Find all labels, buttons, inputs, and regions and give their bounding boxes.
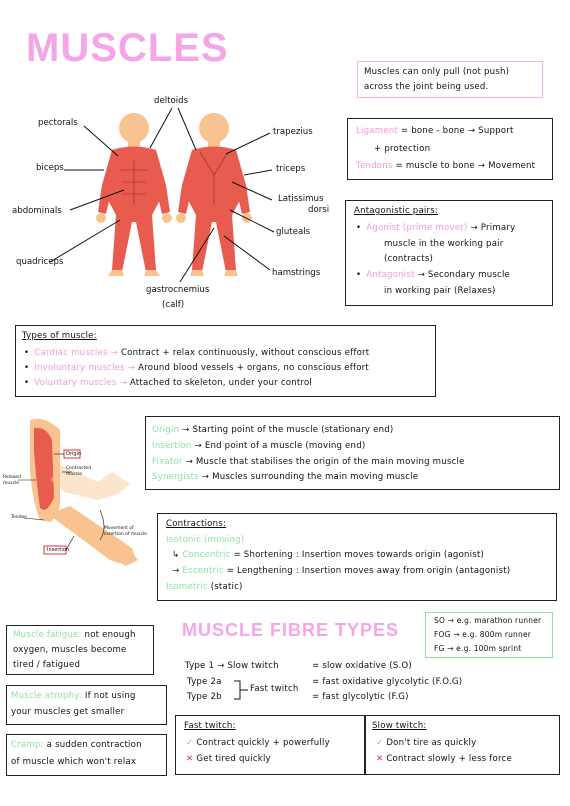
fibre-types-title: MUSCLE FIBRE TYPES: [182, 620, 400, 640]
twitch-divider: [364, 716, 366, 774]
arm-label-movement: Movement of insertion of muscle: [104, 526, 147, 537]
muscle-atrophy-box: [6, 685, 167, 725]
muscle-fatigue-box: [6, 625, 154, 675]
fatigue-definition: not enough: [84, 630, 136, 640]
pull-note-line1: Muscles can only pull (not push): [364, 67, 510, 77]
slow-twitch-pro: ✓ Don't tire as quickly: [376, 738, 477, 748]
contractions-heading: Contractions:: [166, 519, 227, 529]
agonist-definition: → Primary: [470, 223, 516, 233]
label-latissimus: Latissimus: [278, 194, 324, 204]
fast-twitch-label: Fast twitch: [250, 684, 299, 694]
cramp-definition-2: of muscle which won't relax: [11, 757, 137, 767]
fibre-bracket: [232, 677, 252, 703]
antagonist-term: Antagonist: [366, 270, 415, 280]
label-gastrocnemius: gastrocnemius: [146, 285, 210, 295]
insertion-row: Insertion → End point of a muscle (moving end): [152, 441, 366, 451]
atrophy-definition-2: your muscles get smaller: [11, 707, 125, 717]
slow-twitch-con: ✕ Contract slowly + less force: [376, 754, 512, 764]
type2b-definition: = fast glycolytic (F.G): [312, 692, 409, 702]
fatigue-definition-2: oxygen, muscles become: [13, 645, 127, 655]
page-title: MUSCLES: [26, 26, 229, 70]
label-trapezius: trapezius: [273, 127, 313, 137]
type2a-label: Type 2a: [187, 677, 222, 687]
antagonistic-pairs-box: [345, 200, 553, 306]
atrophy-term: Muscle atrophy:: [11, 691, 82, 701]
label-abdominals: abdominals: [12, 206, 62, 216]
antagonist-definition-2: in working pair (Relaxes): [384, 286, 496, 296]
atrophy-definition: If not using: [84, 691, 136, 701]
arm-label-insertion: Insertion: [47, 547, 69, 553]
back-figure: [176, 113, 252, 276]
arm-diagram: [0, 410, 150, 580]
antagonist-definition: → Secondary muscle: [417, 270, 511, 280]
example-fog: FOG → e.g. 800m runner: [434, 630, 532, 639]
pull-note-line2: across the joint being used.: [364, 82, 489, 92]
label-dorsi: dorsi: [308, 205, 330, 215]
contractions-box: [157, 513, 557, 601]
type2b-label: Type 2b: [187, 692, 222, 702]
agonist-term: Agonist (prime mover): [366, 223, 468, 233]
type1-definition: = slow oxidative (S.O): [312, 661, 412, 671]
fast-twitch-heading: Fast twitch:: [184, 721, 236, 731]
label-gluteals: gluteals: [276, 227, 311, 237]
label-triceps: triceps: [276, 164, 306, 174]
fibre-examples-box: [425, 612, 553, 658]
tendons-term: Tendons: [356, 161, 393, 171]
slow-twitch-heading: Slow twitch:: [372, 721, 427, 731]
label-pectorals: pectorals: [38, 118, 78, 128]
agonist-definition-2: muscle in the working pair: [384, 239, 504, 249]
ligament-term: Ligament: [356, 126, 398, 136]
fast-twitch-con: ✕ Get tired quickly: [186, 754, 271, 764]
cross-icon: ✕: [186, 754, 194, 764]
twitch-comparison-box: [175, 715, 560, 775]
arm-label-origin: Origin: [66, 451, 82, 457]
isometric-row: Isometric (static): [166, 582, 243, 592]
ligament-tendon-box: [347, 118, 553, 180]
fixator-row: Fixator → Muscle that stabilises the origin of the main moving muscle: [152, 457, 465, 467]
label-deltoids: deltoids: [154, 96, 189, 106]
arm-label-tendon: Tendon: [11, 515, 28, 520]
origin-insertion-box: [145, 416, 560, 490]
isotonic-label: Isotonic (moving): [166, 535, 245, 545]
label-hamstrings: hamstrings: [272, 268, 321, 278]
fatigue-term: Muscle fatigue:: [13, 630, 82, 640]
eccentric-row: → Eccentric = Lengthening : Insertion moves away from origin (antagonist): [172, 566, 511, 576]
check-icon: ✓: [186, 738, 194, 748]
arm-label-relaxed: Relaxed muscle: [3, 475, 21, 486]
origin-row: Origin → Starting point of the muscle (stationary end): [152, 425, 394, 435]
types-item-involuntary: • Involuntary muscles → Around blood vessels + organs, no conscious effort: [24, 361, 369, 376]
type2a-definition: = fast oxidative glycolytic (F.O.G): [312, 677, 463, 687]
synergists-row: Synergists → Muscles surrounding the main moving muscle: [152, 472, 419, 482]
cramp-definition: a sudden contraction: [46, 740, 142, 750]
antagonistic-heading: Antagonistic pairs:: [354, 206, 439, 216]
types-of-muscle-box: [15, 325, 436, 397]
example-fg: FG → e.g. 100m sprint: [434, 644, 522, 653]
cramp-term: Cramp:: [11, 740, 44, 750]
types-heading: Types of muscle:: [22, 331, 97, 341]
label-quadriceps: quadriceps: [16, 257, 64, 267]
types-item-cardiac: • Cardiac muscles → Contract + relax continuously, without conscious effort: [24, 346, 369, 361]
check-icon: ✓: [376, 738, 384, 748]
concentric-row: ↳ Concentric = Shortening : Insertion moves towards origin (agonist): [172, 550, 485, 560]
fatigue-definition-3: tired / fatigued: [13, 660, 81, 670]
ligament-definition: = bone - bone → Support: [400, 126, 514, 136]
types-item-voluntary: • Voluntary muscles → Attached to skeleton, under your control: [24, 376, 312, 391]
ligament-definition-2: + protection: [374, 144, 431, 154]
cross-icon: ✕: [376, 754, 384, 764]
example-so: SO → e.g. marathon runner: [434, 616, 542, 625]
label-biceps: biceps: [36, 163, 64, 173]
tendons-definition: = muscle to bone → Movement: [395, 161, 536, 171]
cramp-box: [6, 734, 167, 776]
type1-label: Type 1 → Slow twitch: [185, 661, 279, 671]
fast-twitch-pro: ✓ Contract quickly + powerfully: [186, 738, 330, 748]
agonist-definition-3: (contracts): [384, 254, 434, 264]
front-figure: [96, 113, 172, 276]
label-calf: (calf): [162, 300, 185, 310]
arm-label-contracted: Contracted muscle: [66, 466, 91, 477]
